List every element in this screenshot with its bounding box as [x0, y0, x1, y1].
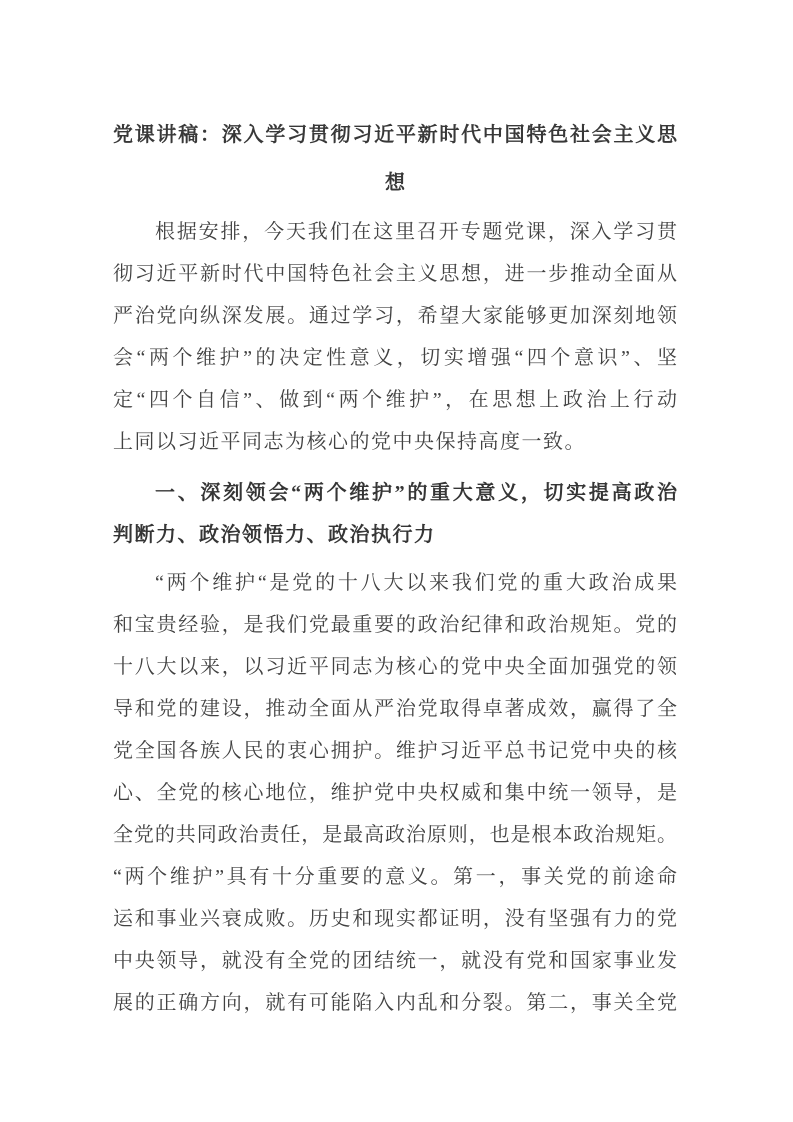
text-line: 党全国各族人民的衷心拥护。维护习近平总书记党中央的核 [113, 740, 677, 762]
document-title [113, 111, 677, 207]
heading-line: 一、深刻领会“两个维护”的重大意义，切实提高政治 [155, 482, 677, 504]
text-line: 展的正确方向，就有可能陷入内乱和分裂。第二，事关全党 [113, 992, 677, 1014]
text-line: 定“四个自信”、做到“两个维护”，在思想上政治上行动 [113, 389, 677, 411]
text-line: “两个维护“是党的十八大以来我们党的重大政治成果 [155, 572, 677, 594]
text-line: 和宝贵经验，是我们党最重要的政治纪律和政治规矩。党的 [113, 614, 677, 636]
text-line: 会“两个维护”的决定性意义，切实增强“四个意识”、坚 [113, 347, 677, 369]
text-line: “两个维护”具有十分重要的意义。第一，事关党的前途命 [113, 866, 677, 888]
text-line: 上同以习近平同志为核心的党中央保持高度一致。 [113, 431, 586, 453]
title-line-2: 想 [385, 172, 405, 194]
text-line: 运和事业兴衰成败。历史和现实都证明，没有坚强有力的党 [113, 908, 677, 930]
title-line-1: 党课讲稿：深入学习贯彻习近平新时代中国特色社会主义思 [113, 124, 677, 146]
body-paragraph-1 [113, 562, 677, 1024]
text-line: 十八大以来，以习近平同志为核心的党中央全面加强党的领 [113, 656, 677, 678]
text-line: 根据安排，今天我们在这里召开专题党课，深入学习贯 [155, 221, 677, 243]
text-line: 严治党向纵深发展。通过学习，希望大家能够更加深刻地领 [113, 305, 677, 327]
heading-line: 判断力、政治领悟力、政治执行力 [113, 524, 436, 546]
section-heading-1 [113, 472, 677, 556]
text-line: 彻习近平新时代中国特色社会主义思想，进一步推动全面从 [113, 263, 677, 285]
text-line: 心、全党的核心地位，维护党中央权威和集中统一领导，是 [113, 782, 677, 804]
text-line: 导和党的建设，推动全面从严治党取得卓著成效，赢得了全 [113, 698, 677, 720]
text-line: 中央领导，就没有全党的团结统一，就没有党和国家事业发 [113, 950, 677, 972]
intro-paragraph [113, 211, 677, 463]
text-line: 全党的共同政治责任，是最高政治原则，也是根本政治规矩。 [113, 824, 677, 846]
